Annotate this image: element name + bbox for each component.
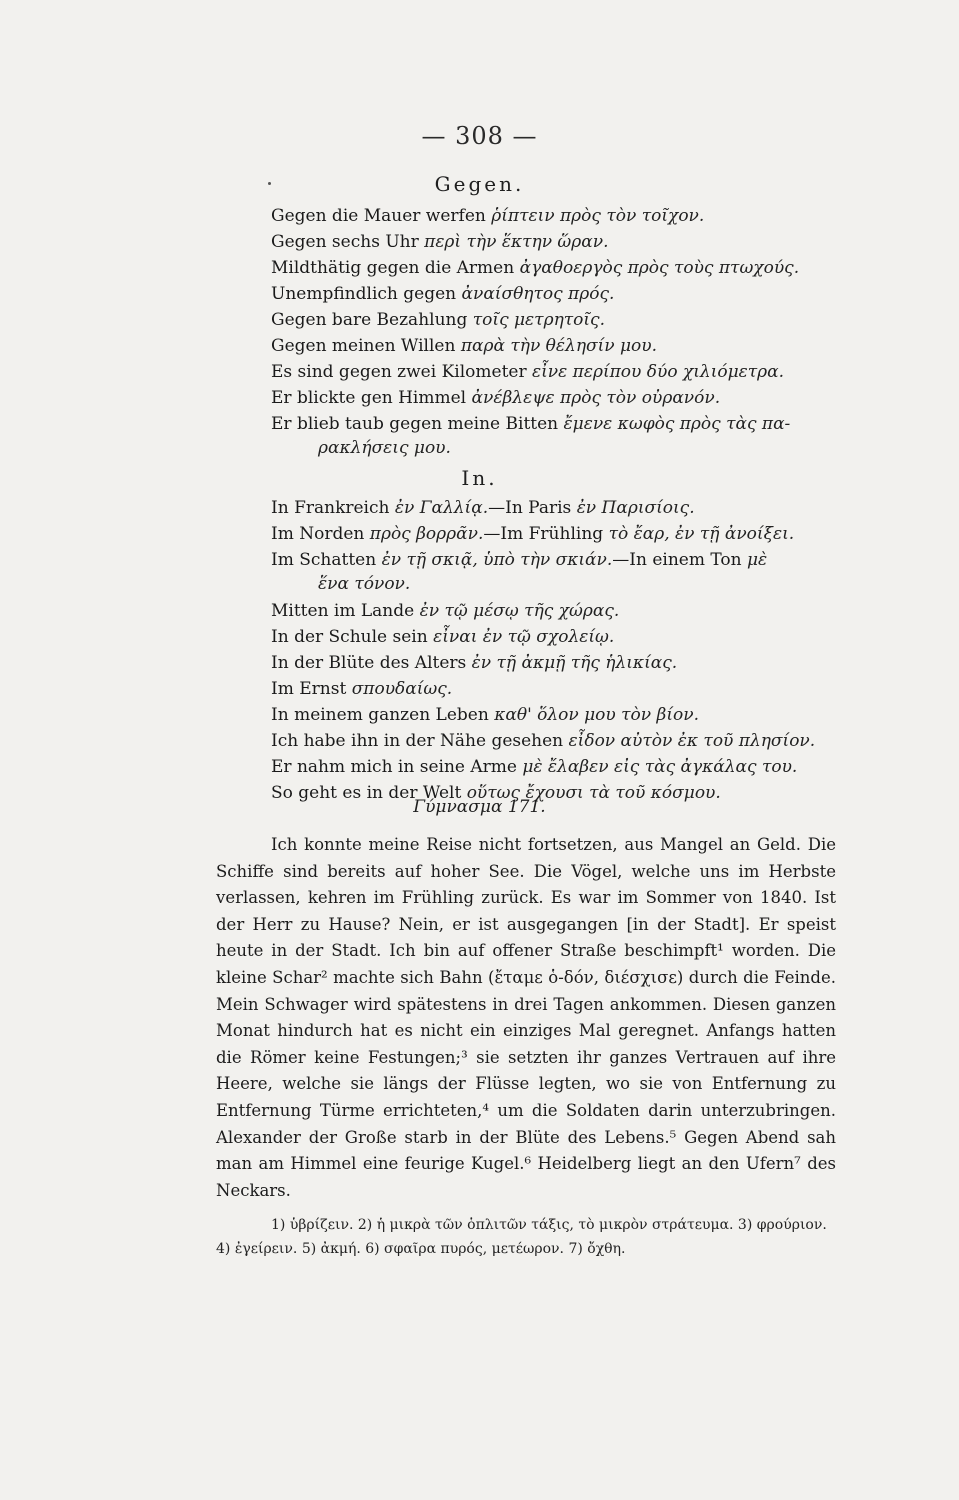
greek-translation: ἐν Γαλλίᾳ. <box>394 498 489 518</box>
page-number: — 308 — <box>421 122 538 150</box>
german-phrase: So geht es in der Welt <box>271 783 462 803</box>
list-item <box>271 413 871 435</box>
greek-translation: περὶ τὴν ἕκτην ὥραν. <box>424 232 609 252</box>
list-item <box>271 283 871 305</box>
section-title-gegen: Gegen. <box>434 172 525 196</box>
greek-translation: ἔμενε κωφὸς πρὸς τὰς πα- <box>563 414 791 434</box>
german-phrase: Unempfindlich gegen <box>271 284 457 304</box>
greek-translation: τὸ ἔαρ, ἐν τῇ ἀνοίξει. <box>608 524 795 544</box>
greek-translation: μὲ ἔλαβεν εἰς τὰς ἀγκάλας του. <box>522 757 798 777</box>
german-phrase: Gegen meinen Willen <box>271 336 456 356</box>
german-phrase: In Frankreich <box>271 498 390 518</box>
list-item <box>271 704 871 726</box>
german-phrase: Mildthätig gegen die Armen <box>271 258 515 278</box>
exercise-title: Γύμνασμα 171. <box>413 797 546 817</box>
greek-translation: ἐν τῇ σκιᾷ, ὑπὸ τὴν σκιάν. <box>381 550 613 570</box>
greek-translation: ῥίπτειν πρὸς τὸν τοῖχον. <box>491 206 705 226</box>
list-item <box>271 497 871 519</box>
german-phrase: Im Ernst <box>271 679 347 699</box>
list-item <box>271 309 871 331</box>
german-phrase: Er nahm mich in seine Arme <box>271 757 517 777</box>
greek-translation: οὕτως ἔχουσι τὰ τοῦ κόσμου. <box>466 783 721 803</box>
greek-translation: ἕνα τόνον. <box>318 574 411 594</box>
list-item-continuation <box>318 573 918 595</box>
german-phrase: —Im Frühling <box>483 524 604 544</box>
list-item <box>271 387 871 409</box>
greek-translation: ἀνέβλεψε πρὸς τὸν οὐρανόν. <box>471 388 721 408</box>
footnotes: 1) ὑβρίζειν. 2) ἡ μικρὰ τῶν ὁπλιτῶν τάξις, τὸ μικρὸν στράτευμα. 3) φρούριον. 4) ἐγείρειν. 5) ἀκμή. 6) σφαῖρα πυρός, μετέωρον. 7) ὄχθη. <box>216 1217 827 1257</box>
list-item <box>271 231 871 253</box>
list-item <box>271 205 871 227</box>
german-phrase: Ich habe ihn in der Nähe gesehen <box>271 731 564 751</box>
list-item <box>271 678 871 700</box>
greek-translation: παρὰ τὴν θέλησίν μου. <box>460 336 658 356</box>
list-item <box>271 756 871 778</box>
list-item <box>271 361 871 383</box>
greek-translation: ἐν Παρισίοις. <box>576 498 695 518</box>
german-phrase: Im Schatten <box>271 550 377 570</box>
list-item <box>271 257 871 279</box>
exercise-text: Ich konnte meine Reise nicht fortsetzen, aus Mangel an Geld. Die Schiffe sind bereits auf hoher See. Die Vögel, welche uns im Herbste verlassen, kehren im Frühling zurück. Es war im Sommer von 1840. Ist der Herr zu Hause? Nein, er ist ausgegangen [in der Stadt]. Er speist heute in der Stadt. Ich bin auf offener Straße beschimpft¹ worden. Die kleine Schar² machte sich Bahn (ἔταμε ὁ-δόν, διέσχισε) durch die Feinde. Mein Schwager wird spätestens in drei Tagen ankommen. Diesen ganzen Monat hindurch hat es nicht ein einziges Mal geregnet. Anfangs hatten die Römer keine Festungen;³ sie setzten ihr ganzes Vertrauen auf ihre Heere, welche sie längs der Flüsse legten, wo sie von Entfernung zu Entfernung Türme errichteten,⁴ um die Soldaten darin unterzubringen. Alexander der Große starb in der Blüte des Lebens.⁵ Gegen Abend sah man am Himmel eine feurige Kugel.⁶ Heidelberg liegt an den Ufern⁷ des Neckars. <box>216 835 836 1200</box>
german-phrase: In meinem ganzen Leben <box>271 705 489 725</box>
greek-translation: ἐν τῇ ἀκμῇ τῆς ἡλικίας. <box>471 653 678 673</box>
section-title-in: In. <box>461 466 498 490</box>
german-phrase: —In Paris <box>488 498 572 518</box>
german-phrase: Im Norden <box>271 524 365 544</box>
greek-translation: ἐν τῷ μέσῳ τῆς χώρας. <box>419 601 620 621</box>
list-item <box>271 626 871 648</box>
list-item <box>271 730 871 752</box>
list-item <box>271 549 871 571</box>
german-phrase: Mitten im Lande <box>271 601 415 621</box>
german-phrase: Gegen bare Bezahlung <box>271 310 468 330</box>
list-item <box>271 335 871 357</box>
greek-translation: μὲ <box>746 550 768 570</box>
german-phrase: In der Blüte des Alters <box>271 653 467 673</box>
list-item <box>271 652 871 674</box>
greek-translation: τοῖς μετρητοῖς. <box>472 310 605 330</box>
greek-translation: εἶναι ἐν τῷ σχολείῳ. <box>433 627 615 647</box>
german-phrase: Gegen die Mauer werfen <box>271 206 486 226</box>
greek-translation: ἀγαθοεργὸς πρὸς τοὺς πτωχούς. <box>519 258 800 278</box>
greek-translation: πρὸς βορρᾶν. <box>369 524 484 544</box>
greek-translation: ρακλήσεις μου. <box>318 438 451 458</box>
greek-translation: ἀναίσθητος πρός. <box>461 284 615 304</box>
german-phrase: Er blieb taub gegen meine Bitten <box>271 414 559 434</box>
greek-translation: εἶνε περίπου δύο χιλιόμετρα. <box>532 362 785 382</box>
list-item <box>271 523 871 545</box>
german-phrase: Es sind gegen zwei Kilometer <box>271 362 527 382</box>
greek-translation: σπουδαίως. <box>351 679 453 699</box>
german-phrase: Gegen sechs Uhr <box>271 232 419 252</box>
german-phrase: Er blickte gen Himmel <box>271 388 467 408</box>
list-item-continuation <box>318 437 918 459</box>
greek-translation: εἶδον αὐτὸν ἐκ τοῦ πλησίον. <box>568 731 816 751</box>
greek-translation: καθ' ὅλον μου τὸν βίον. <box>494 705 699 725</box>
german-phrase: In der Schule sein <box>271 627 428 647</box>
german-phrase: —In einem Ton <box>612 550 742 570</box>
list-item <box>271 600 871 622</box>
